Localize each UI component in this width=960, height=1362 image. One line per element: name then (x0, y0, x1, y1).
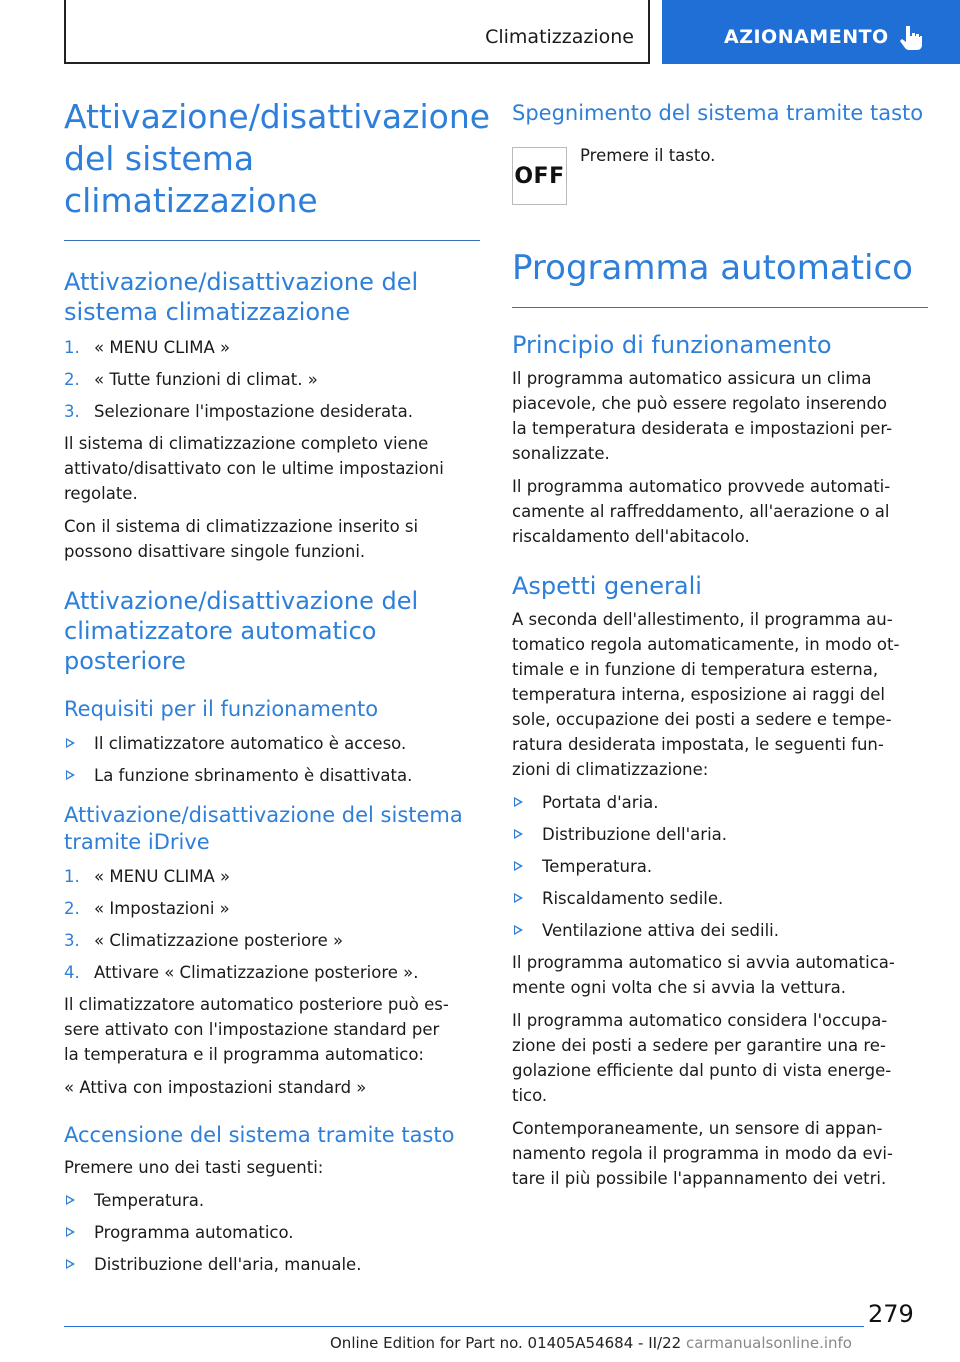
subsection-title-requirements: Requisiti per il funzionamento (64, 697, 379, 721)
off-button-icon (512, 147, 567, 205)
list-item: 2. « Impostazioni » (64, 899, 230, 918)
subsection-title-button-on: Accensione del sistema tramite tasto (64, 1123, 455, 1147)
paragraph: Contemporaneamente, un sensore di appan- namento regola il programma in modo da evi- tare il più possibile l'appannamento dei vetri. (512, 1119, 893, 1188)
hand-pointer-icon (900, 24, 924, 52)
header-section-tab (64, 0, 650, 64)
list-item: Temperatura. (64, 1188, 480, 1213)
list-item: Ventilazione attiva dei sedili. (512, 918, 928, 943)
bullet-triangle-icon (514, 797, 523, 807)
list-item: 2. « Tutte funzioni di climat. » (64, 370, 318, 389)
footer-watermark: carmanualsonline.info (686, 1334, 852, 1352)
steps-list-2 (64, 864, 480, 985)
list-item: 4. Attivare « Climatizzazione posteriore ». (64, 963, 419, 982)
paragraph: « Attiva con impostazioni standard » (64, 1078, 367, 1097)
section-title-principle: Principio di funzionamento (512, 331, 832, 359)
paragraph: Premere il tasto. (580, 146, 716, 165)
bullet-triangle-icon (514, 829, 523, 839)
paragraph: Con il sistema di climatizzazione inserito si possono disattivare singole funzioni. (64, 517, 419, 561)
paragraph: A seconda dell'allestimento, il programma au- tomatico regola automaticamente, in modo ot- timale e in funzione di temperatura esterna, temperatura interna, esposizione ai raggi del sole, occupazione dei posti a sedere e tempe- ratura desiderata impostata, le seguenti fun- zioni di climatizzazione: (512, 610, 900, 779)
page-number: 279 (868, 1300, 914, 1328)
main-heading-climate: Attivazione/disattivazione del sistema climatizzazione (64, 97, 491, 220)
heading-rule (512, 307, 928, 308)
left-column (64, 96, 491, 1284)
right-column (512, 100, 928, 1191)
footer-edition: Online Edition for Part no. 01405A54684 - II/22 (330, 1334, 682, 1352)
list-item: Il climatizzatore automatico è acceso. (64, 731, 480, 756)
subsection-title-idrive: Attivazione/disattivazione del sistema tramite iDrive (64, 803, 463, 854)
paragraph: Il programma automatico provvede automati- camente al raffreddamento, all'aerazione o al riscaldamento dell'abitacolo. (512, 477, 891, 546)
header-chapter-title: AZIONAMENTO (724, 26, 889, 48)
paragraph: Premere uno dei tasti seguenti: (64, 1158, 324, 1177)
section-title-onoff: Attivazione/disattivazione del sistema climatizzazione (64, 268, 419, 326)
section-title-rear: Attivazione/disattivazione del climatizzatore automatico posteriore (64, 587, 419, 675)
subsection-title-button-off: Spegnimento del sistema tramite tasto (512, 101, 924, 125)
paragraph: Il programma automatico considera l'occupa- zione dei posti a sedere per garantire una re- golazione efficiente dal punto di vista energe- tico. (512, 1011, 892, 1105)
paragraph: Il sistema di climatizzazione completo viene attivato/disattivato con le ultime impostazioni regolate. (64, 434, 444, 503)
off-button-row (512, 147, 928, 213)
list-item: 3. « Climatizzazione posteriore » (64, 931, 344, 950)
bullet-triangle-icon (514, 861, 523, 871)
bullet-triangle-icon (514, 925, 523, 935)
header-chapter-tab (662, 0, 960, 64)
steps-list-1 (64, 335, 480, 424)
footer-rule (64, 1326, 864, 1327)
header-section-title: Climatizzazione (485, 26, 634, 48)
bullet-triangle-icon (66, 770, 75, 780)
off-button-label: OFF (514, 164, 565, 189)
list-item: Distribuzione dell'aria, manuale. (64, 1252, 480, 1277)
paragraph: Il programma automatico si avvia automatica- mente ogni volta che si avvia la vettura. (512, 953, 895, 997)
requirements-list (64, 731, 480, 788)
list-item: Portata d'aria. (512, 790, 928, 815)
list-item: 1. « MENU CLIMA » (64, 867, 231, 886)
list-item: Programma automatico. (64, 1220, 480, 1245)
list-item: Riscaldamento sedile. (512, 886, 928, 911)
list-item: 1. « MENU CLIMA » (64, 338, 231, 357)
main-heading-auto-program: Programma automatico (512, 248, 913, 288)
list-item: Temperatura. (512, 854, 928, 879)
list-item: Distribuzione dell'aria. (512, 822, 928, 847)
bullet-triangle-icon (66, 738, 75, 748)
list-item: 3. Selezionare l'impostazione desiderata. (64, 402, 413, 421)
section-title-general: Aspetti generali (512, 572, 702, 600)
heading-rule (64, 240, 480, 241)
paragraph: Il programma automatico assicura un clima piacevole, che può essere regolato inserendo la temperatura desiderata e impostazioni per- sonalizzate. (512, 369, 893, 463)
bullet-triangle-icon (66, 1227, 75, 1237)
button-list (64, 1188, 480, 1277)
bullet-triangle-icon (66, 1259, 75, 1269)
functions-list (512, 790, 928, 943)
bullet-triangle-icon (514, 893, 523, 903)
list-item: La funzione sbrinamento è disattivata. (64, 763, 480, 788)
paragraph: Il climatizzatore automatico posteriore può es- sere attivato con l'impostazione standard per la temperatura e il programma automatico: (64, 995, 449, 1064)
bullet-triangle-icon (66, 1195, 75, 1205)
